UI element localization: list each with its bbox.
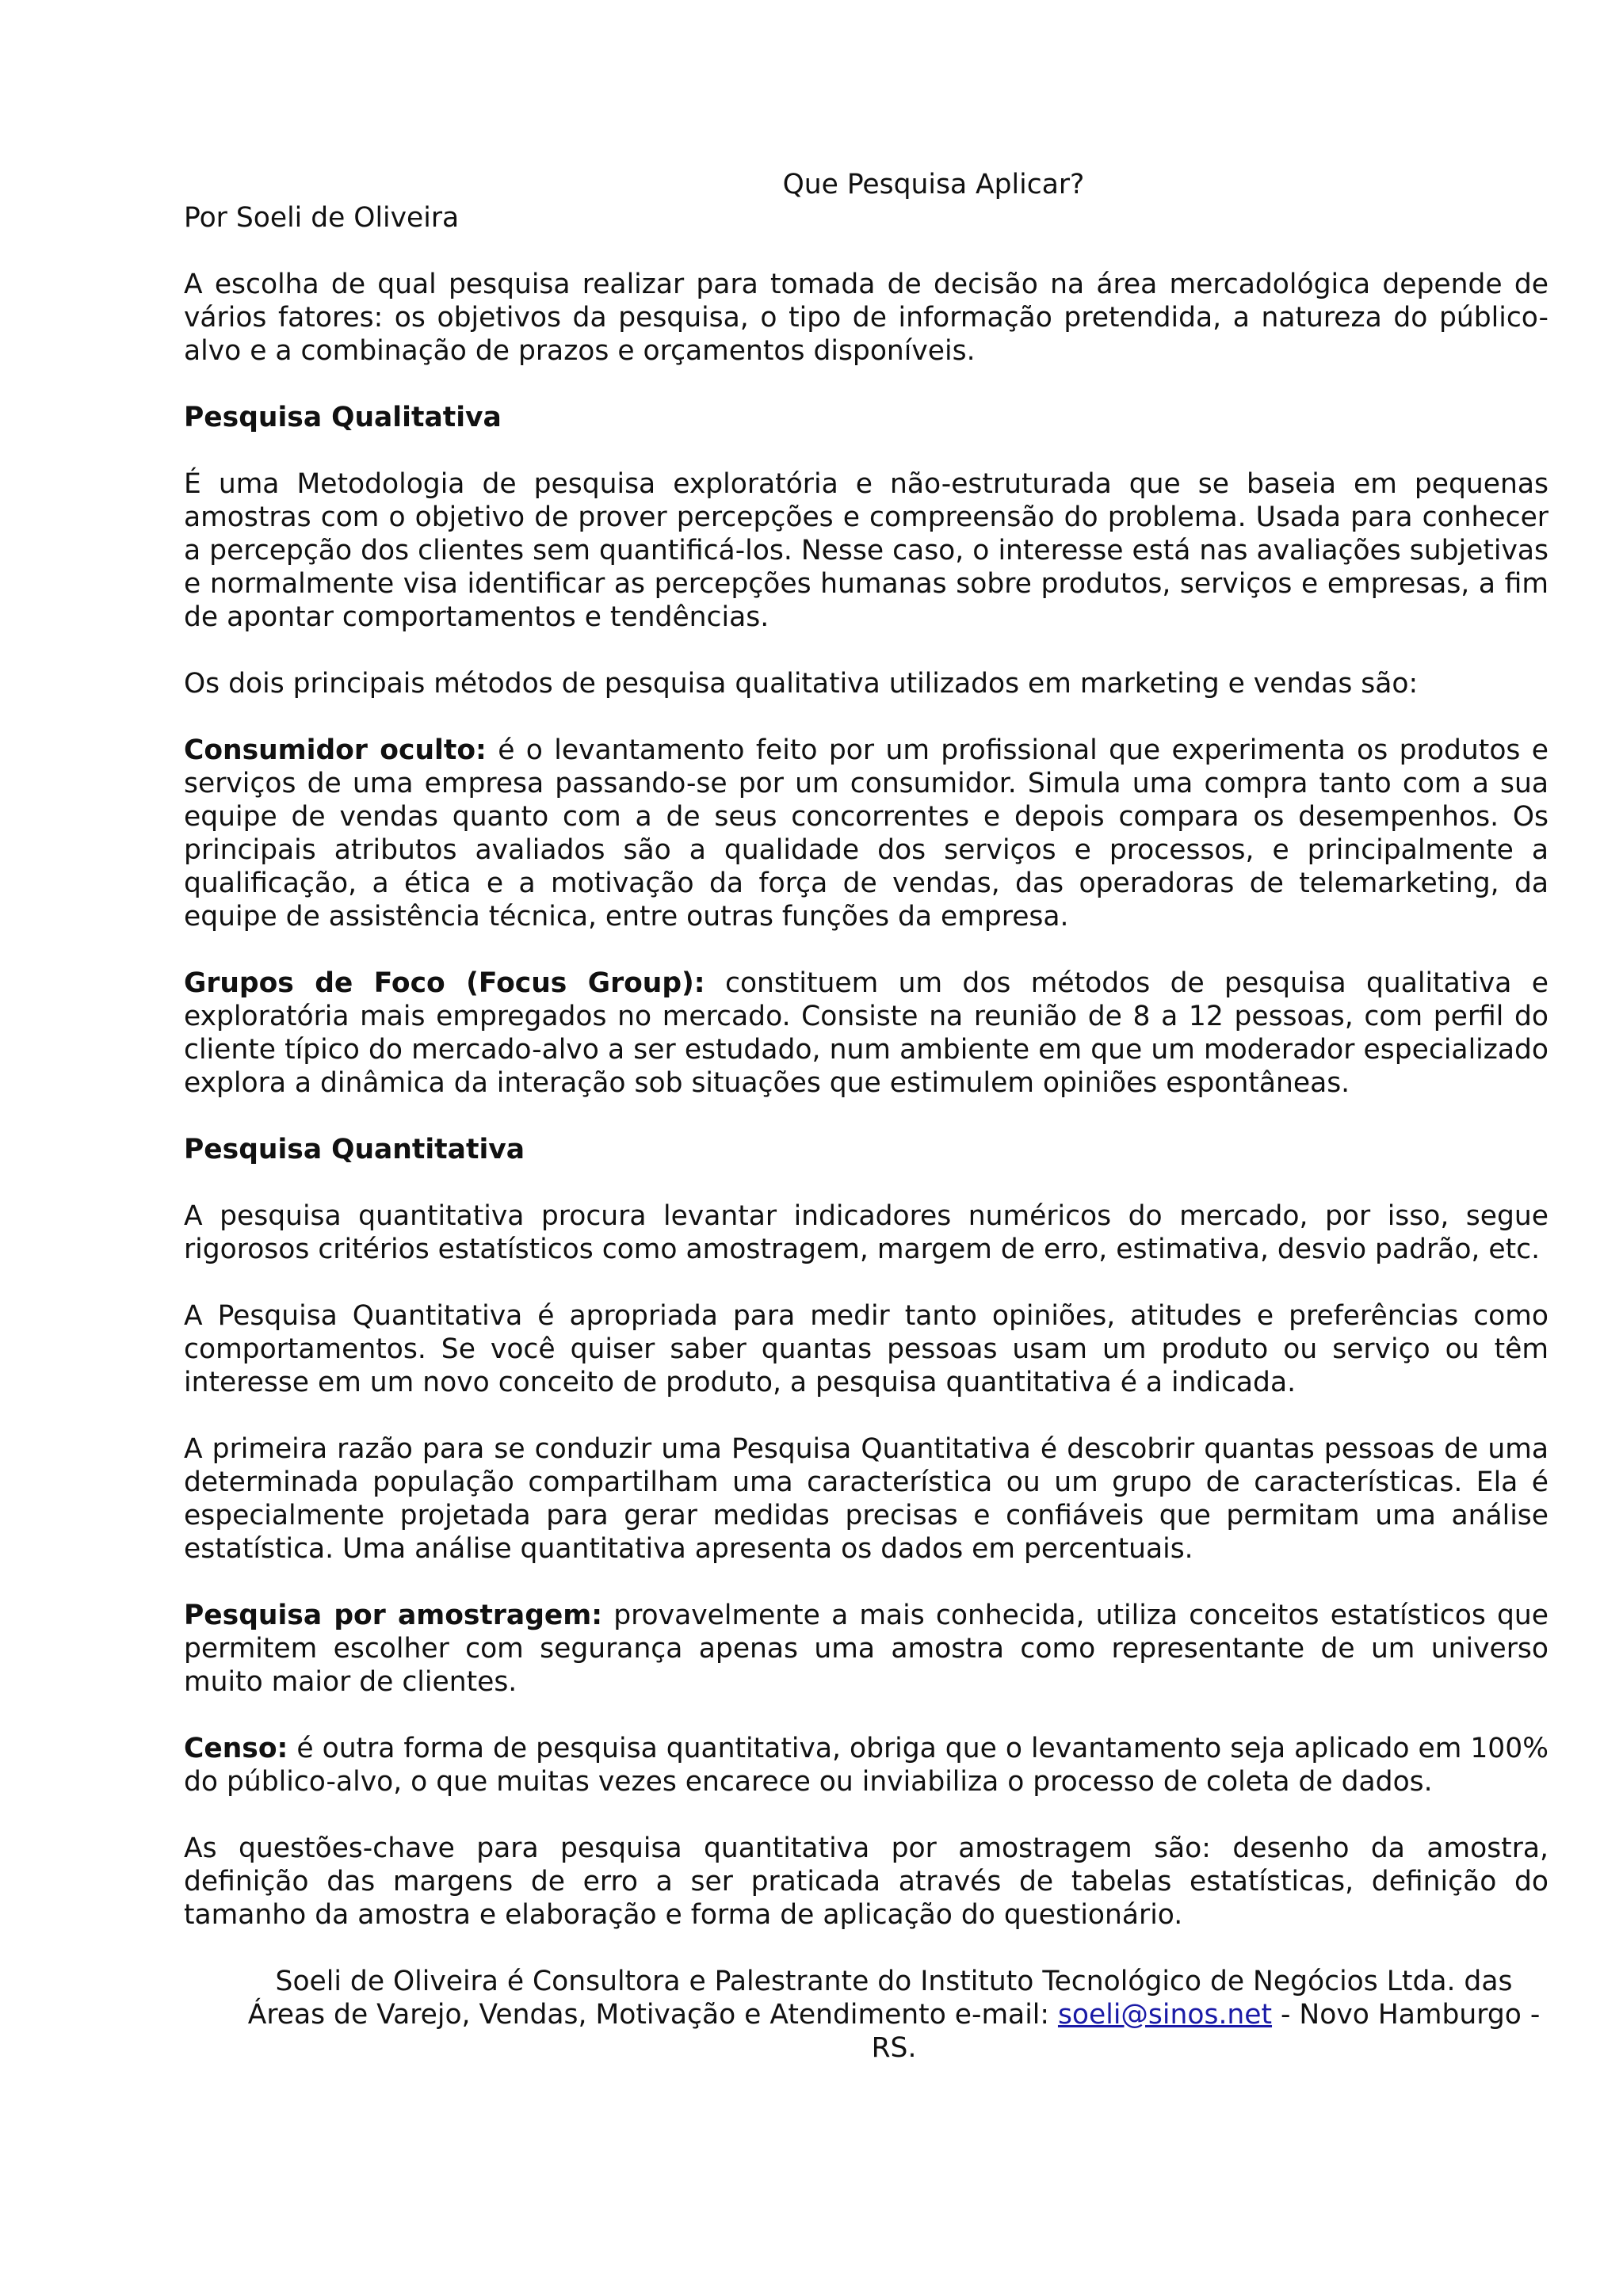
qualitative-heading: Pesquisa Qualitativa [184,402,502,433]
author-byline: Por Soeli de Oliveira [184,202,460,234]
intro-paragraph: A escolha de qual pesquisa realizar para tomada de decisão na área mercadológica depende de vários fatores: os objetivos da pesquisa, o tipo de informação pretendida, a natureza do público-alvo e a combinação de prazos e orçamentos disponíveis. [184,269,1549,367]
email-link[interactable]: soeli@sinos.net [1057,1999,1273,2031]
census-paragraph [184,1732,1549,1798]
author-footer [184,1965,1549,2065]
focus-group-term: Grupos de Foco (Focus Group): [184,967,705,999]
qualitative-paragraph-2: Os dois principais métodos de pesquisa qualitativa utilizados em marketing e vendas são: [184,668,1419,700]
key-questions-paragraph: As questões-chave para pesquisa quantitativa por amostragem são: desenho da amostra, definição das margens de erro a ser praticada através de tabelas estatísticas, definição do tamanho da amostra e elaboração e forma de aplicação do questionário. [184,1833,1549,1931]
census-term: Censo: [184,1733,288,1764]
sampling-text: provavelmente a mais conhecida, utiliza conceitos estatísticos que permitem escolher com segurança apenas uma amostra como representante de um universo muito maior de clientes. [184,1600,1549,1698]
focus-group-text: constituem um dos métodos de pesquisa qualitativa e exploratória mais empregados no mercado. Consiste na reunião de 8 a 12 pessoas, com perfil do cliente típico do mercado-alvo a ser estudado, num ambiente em que um moderador especializado explora a dinâmica da interação sob situações que estimulem opiniões espontâneas. [184,967,1549,1099]
census-text: é outra forma de pesquisa quantitativa, obriga que o levantamento seja aplicado em 100% do público-alvo, o que muitas vezes encarece ou inviabiliza o processo de coleta de dados. [184,1733,1549,1798]
quantitative-paragraph-3: A primeira razão para se conduzir uma Pesquisa Quantitativa é descobrir quantas pessoas de uma determinada população compartilham uma característica ou um grupo de características. Ela é especialmente projetada para gerar medidas precisas e confiáveis que permitam uma análise estatística. Uma análise quantitativa apresenta os dados em percentuais. [184,1433,1549,1565]
mystery-shopper-paragraph [184,734,1549,933]
sampling-term: Pesquisa por amostragem: [184,1600,603,1631]
focus-group-paragraph [184,967,1549,1100]
footer-text-after: - Novo Hamburgo - RS. [871,1999,1541,2064]
document-body [184,168,1549,2065]
mystery-shopper-text: é o levantamento feito por um profissional que experimenta os produtos e serviços de uma empresa passando-se por um consumidor. Simula uma compra tanto com a sua equipe de vendas quanto com a de seus concorrentes e depois compara os desempenhos. Os principais atributos avaliados são a qualidade dos serviços e processos, e principalmente a qualificação, a ética e a motivação da força de vendas, das operadoras de telemarketing, da equipe de assistência técnica, entre outras funções da empresa. [184,734,1549,933]
quantitative-heading: Pesquisa Quantitativa [184,1134,525,1165]
mystery-shopper-term: Consumidor oculto: [184,734,487,766]
footer-text-before: Soeli de Oliveira é Consultora e Palestrante do Instituto Tecnológico de Negócios Ltda. das Áreas de Varejo, Vendas, Motivação e Atendimento e-mail: [247,1966,1513,2031]
sampling-paragraph [184,1599,1549,1699]
qualitative-paragraph-1: É uma Metodologia de pesquisa exploratória e não-estruturada que se baseia em pequenas amostras com o objetivo de prover percepções e compreensão do problema. Usada para conhecer a percepção dos clientes sem quantificá-los. Nesse caso, o interesse está nas avaliações subjetivas e normalmente visa identificar as percepções humanas sobre produtos, serviços e empresas, a fim de apontar comportamentos e tendências. [184,468,1549,633]
quantitative-paragraph-2: A Pesquisa Quantitativa é apropriada para medir tanto opiniões, atitudes e preferências como comportamentos. Se você quiser saber quantas pessoas usam um produto ou serviço ou têm interesse em um novo conceito de produto, a pesquisa quantitativa é a indicada. [184,1300,1549,1398]
quantitative-paragraph-1: A pesquisa quantitativa procura levantar indicadores numéricos do mercado, por isso, segue rigorosos critérios estatísticos como amostragem, margem de erro, estimativa, desvio padrão, etc. [184,1200,1549,1265]
document-title: Que Pesquisa Aplicar? [782,169,1085,200]
